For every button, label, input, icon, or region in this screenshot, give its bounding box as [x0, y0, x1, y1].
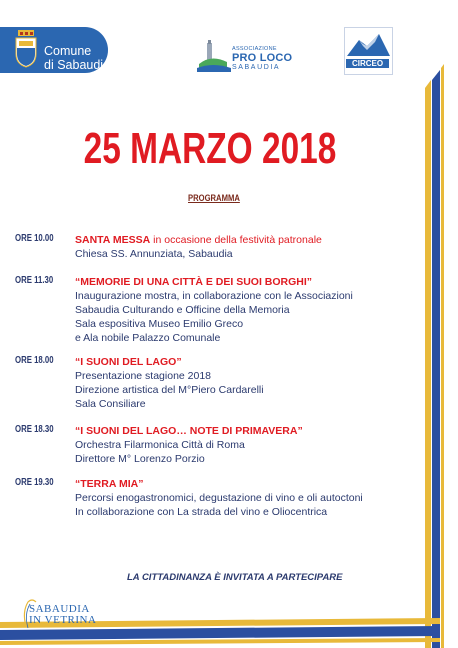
event-title: “TERRA MIA” — [75, 478, 144, 490]
event-line: Inaugurazione mostra, in collaborazione con le Associazioni — [75, 290, 353, 302]
event-title-rest: in occasione della festività patronale — [150, 234, 322, 246]
comune-line-1: Comune — [44, 44, 92, 58]
event-line: Sala Consiliare — [75, 398, 146, 410]
event-details — [75, 477, 363, 519]
sabaudia-in-vetrina-logo-text — [29, 604, 96, 626]
event-line: Direttore M° Lorenzo Porzio — [75, 453, 205, 465]
event-time: ORE 10.00 — [15, 233, 54, 244]
event-time: ORE 11.30 — [15, 275, 54, 286]
coat-of-arms-icon — [14, 30, 38, 68]
event-line: In collaborazione con La strada del vino e Oliocentrica — [75, 506, 328, 518]
proloco-subtitle: ASSOCIAZIONE — [232, 46, 277, 52]
event-time: ORE 18.30 — [15, 424, 54, 435]
event-line: Presentazione stagione 2018 — [75, 370, 212, 382]
logo-line-2: IN VETRINA — [29, 614, 97, 626]
event-time: ORE 19.30 — [15, 477, 54, 488]
event-line: Sala espositiva Museo Emilio Greco — [75, 318, 244, 330]
proloco-city: SABAUDIA — [232, 64, 281, 71]
event-time: ORE 18.00 — [15, 355, 54, 366]
event-line: Direzione artistica del M°Piero Cardarelli — [75, 384, 264, 396]
event-details — [75, 424, 303, 466]
comune-line-2: di Sabaudia — [44, 58, 111, 72]
event-line: Orchestra Filarmonica Città di Roma — [75, 439, 245, 451]
event-line: Chiesa SS. Annunziata, Sabaudia — [75, 248, 233, 260]
event-title: “I SUONI DEL LAGO… NOTE DI PRIMAVERA” — [75, 425, 303, 437]
page-title: 25 MARZO 2018 — [83, 124, 337, 173]
proloco-name: PRO LOCO — [232, 52, 293, 64]
event-title — [75, 233, 322, 247]
programma-heading: PROGRAMMA — [188, 193, 240, 203]
event-line: e Ala nobile Palazzo Comunale — [75, 332, 221, 344]
circeo-label: CIRCEO — [346, 59, 389, 68]
invitation-text: LA CITTADINANZA È INVITATA A PARTECIPARE — [127, 572, 343, 583]
logo-line-1: SABAUDIA — [29, 603, 90, 615]
event-title-main: SANTA MESSA — [75, 234, 151, 246]
event-title: “I SUONI DEL LAGO” — [75, 356, 182, 368]
event-details — [75, 275, 353, 345]
event-line: Sabaudia Culturando e Officine della Memoria — [75, 304, 290, 316]
event-details — [75, 355, 264, 411]
event-details — [75, 233, 322, 261]
event-title: “MEMORIE DI UNA CITTÀ E DEI SUOI BORGHI” — [75, 276, 313, 288]
event-line: Percorsi enogastronomici, degustazione di vino e oli autoctoni — [75, 492, 363, 504]
comune-name — [44, 44, 110, 72]
